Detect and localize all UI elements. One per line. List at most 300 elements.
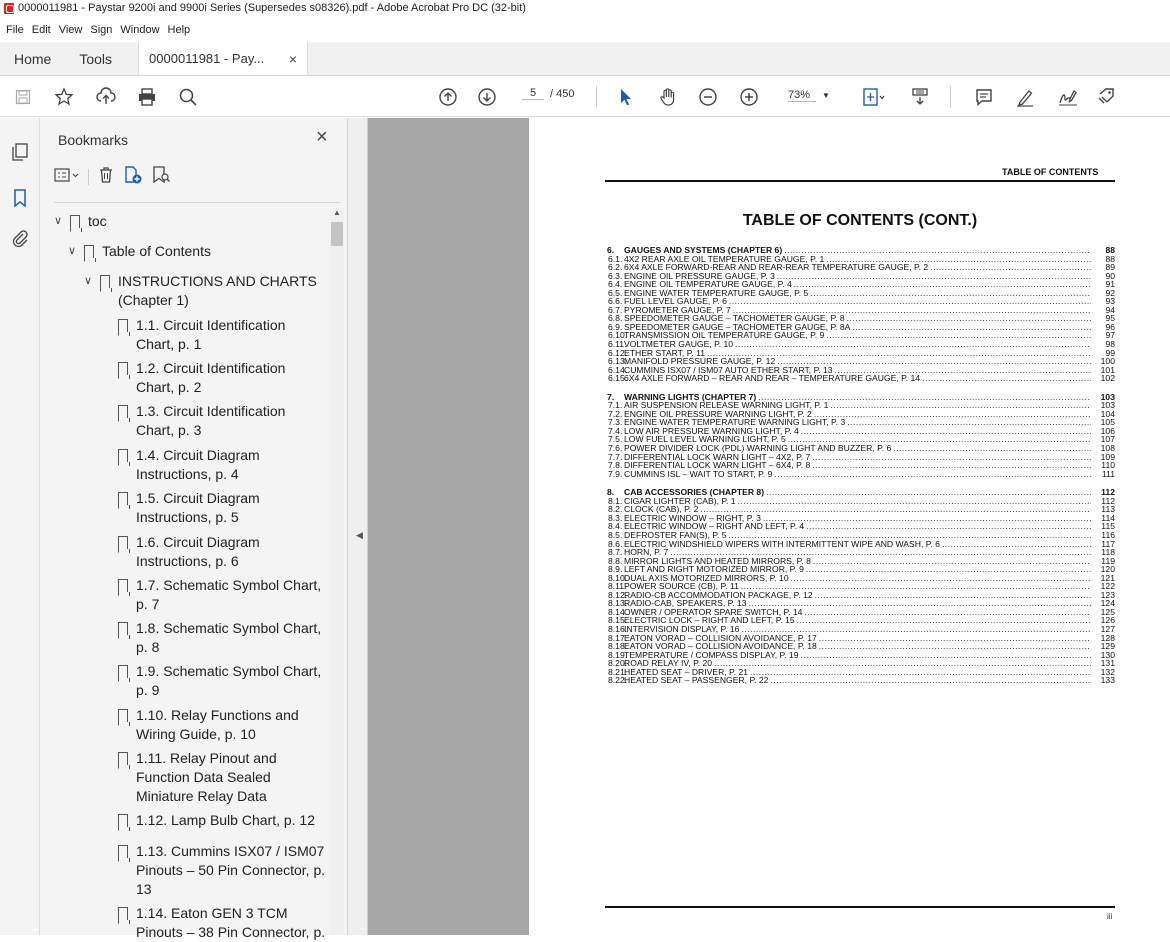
toc-leader-dots xyxy=(729,297,1091,306)
bookmark-label: 1.5. Circuit Diagram xyxy=(136,490,260,506)
toc-page-number: 101 xyxy=(1100,364,1115,375)
toc-title: LOW AIR PRESSURE WARNING LIGHT, P. 4 xyxy=(624,425,799,436)
bookmark-icon xyxy=(70,215,80,228)
toc-page-number: 133 xyxy=(1100,675,1115,686)
toc-title: SPEEDOMETER GAUGE – TACHOMETER GAUGE, P. 8 xyxy=(624,313,845,324)
toc-title: RADIO-CB ACCOMMODATION PACKAGE, P. 12 xyxy=(624,589,813,600)
toc-leader-dots xyxy=(812,453,1091,462)
menu-bar xyxy=(0,22,194,38)
zoom-in-icon[interactable] xyxy=(737,77,761,117)
toc-page-number: 117 xyxy=(1101,538,1115,549)
bookmarks-divider xyxy=(54,202,340,203)
toc-title: ROAD RELAY IV, P. 20 xyxy=(624,658,713,669)
bookmark-label: 1.2. Circuit Identification xyxy=(136,360,286,376)
bookmark-icon xyxy=(118,319,128,332)
toc-page-number: 130 xyxy=(1100,649,1115,660)
page-fit-icon[interactable] xyxy=(860,77,888,117)
toc-number: 7.5. xyxy=(608,434,623,445)
toc-leader-dots xyxy=(797,616,1091,625)
toc-title: ELECTRIC WINDSHIELD WIPERS WITH INTERMITTENT WIPE AND WASH, P. 6 xyxy=(624,538,940,549)
toc-leader-dots xyxy=(922,374,1091,383)
toc-page-number: 128 xyxy=(1100,632,1115,643)
toc-page-number: 92 xyxy=(1105,287,1115,298)
toc-title: WARNING LIGHTS (CHAPTER 7) xyxy=(624,391,757,402)
bookmark-item[interactable] xyxy=(116,533,260,571)
toc-leader-dots xyxy=(815,591,1091,600)
bookmark-label-line2: Pinouts – 38 Pin Connector, p. xyxy=(136,924,326,940)
toc-page-number: 109 xyxy=(1100,451,1115,462)
toc-leader-dots xyxy=(750,668,1091,677)
toc-number: 8.21. xyxy=(608,666,628,677)
toc-number: 8.8. xyxy=(608,555,623,566)
toc-leader-dots xyxy=(814,410,1091,419)
menu-window[interactable]: Window xyxy=(120,24,160,36)
bookmark-instructions-and-charts[interactable] xyxy=(84,272,317,310)
menu-sign[interactable]: Sign xyxy=(90,24,113,36)
toc-number: 8.4. xyxy=(608,521,623,532)
toc-title: RADIO-CAB, SPEAKERS, P. 13 xyxy=(624,598,747,609)
next-page-icon[interactable] xyxy=(475,77,499,117)
toc-leader-dots xyxy=(714,659,1091,668)
bookmark-label: 1.7. Schematic Symbol Chart, xyxy=(136,577,322,593)
bookmark-item[interactable] xyxy=(116,904,325,942)
bookmark-label: 1.3. Circuit Identification xyxy=(136,403,286,419)
bookmark-icon xyxy=(118,492,128,505)
toc-leader-dots xyxy=(810,289,1091,298)
bookmark-label: toc xyxy=(88,213,107,229)
toc-leader-dots xyxy=(819,642,1091,651)
toc-leader-dots xyxy=(801,427,1091,436)
bookmark-label-line2: p. 8 xyxy=(136,639,160,655)
toc-title: AIR SUSPENSION RELEASE WARNING LIGHT, P. 1 xyxy=(624,400,829,411)
chevron-down-icon[interactable]: ∨ xyxy=(54,215,63,227)
toc-number: 7. xyxy=(607,391,615,402)
toc-title: MIRROR LIGHTS AND HEATED MIRRORS, P. 8 xyxy=(624,555,811,566)
footer-rule xyxy=(605,906,1115,908)
tab-home[interactable]: Home xyxy=(14,51,52,67)
toc-page-number: 104 xyxy=(1100,408,1115,419)
toc-number: 8.14. xyxy=(608,606,628,617)
toc-leader-dots xyxy=(770,676,1091,685)
toc-leader-dots xyxy=(806,522,1091,531)
toc-title: HEATED SEAT – DRIVER, P. 21 xyxy=(624,666,749,677)
bookmark-label: Table of Contents xyxy=(102,243,211,259)
zoom-level-select[interactable] xyxy=(788,89,830,102)
bookmark-label-line3: 13 xyxy=(136,881,152,897)
menu-edit[interactable]: Edit xyxy=(31,24,51,36)
toc-number: 8.19. xyxy=(608,649,628,660)
toc-page-number: 90 xyxy=(1105,270,1115,281)
toc-page-number: 97 xyxy=(1105,330,1115,341)
tab-close-icon[interactable]: × xyxy=(288,50,298,67)
toc-number: 8.15. xyxy=(608,615,628,626)
toc-number: 6.7. xyxy=(608,304,623,315)
toc-title: POWER SOURCE (CB), P. 11 xyxy=(624,581,739,592)
toc-number: 7.1. xyxy=(608,400,623,411)
toc-page-number: 114 xyxy=(1101,512,1115,523)
toc-page-number: 105 xyxy=(1100,417,1115,428)
bookmark-icon xyxy=(100,275,110,288)
toc-title: HEATED SEAT – PASSENGER, P. 22 xyxy=(624,675,769,686)
toc-page-number: 125 xyxy=(1100,606,1115,617)
toc-page-number: 121 xyxy=(1100,572,1115,583)
bookmark-label-line2: p. 7 xyxy=(136,596,160,612)
toc-leader-dots xyxy=(777,272,1091,281)
toc-number: 6.5. xyxy=(608,287,623,298)
sign-icon[interactable] xyxy=(1055,77,1081,117)
cloud-upload-icon[interactable] xyxy=(94,77,118,117)
bookmark-item[interactable] xyxy=(116,706,299,744)
toc-title: DIFFERENTIAL LOCK WARN LIGHT – 4X2, P. 7 xyxy=(624,451,811,462)
bookmark-icon xyxy=(118,579,128,592)
toc-page-number: 119 xyxy=(1101,555,1115,566)
highlight-pen-icon[interactable] xyxy=(1013,77,1037,117)
toc-title: ENGINE WATER TEMPERATURE WARNING LIGHT, P. 3 xyxy=(624,417,846,428)
bookmark-icon xyxy=(118,752,128,765)
bookmark-label-line2: (Chapter 1) xyxy=(118,292,189,308)
toc-page-number: 110 xyxy=(1101,460,1115,471)
title-bar xyxy=(0,0,1170,16)
previous-page-icon[interactable] xyxy=(436,77,460,117)
toc-page-number: 89 xyxy=(1105,262,1115,273)
toc-number: 8.6. xyxy=(608,538,623,549)
bookmark-icon xyxy=(118,362,128,375)
panel-collapse-handle[interactable] xyxy=(348,118,368,935)
toc-number: 8.12. xyxy=(608,589,628,600)
save-icon[interactable] xyxy=(12,77,34,117)
toc-title: TEMPERATURE / COMPASS DISPLAY, P. 19 xyxy=(624,649,799,660)
toc-page-number: 131 xyxy=(1100,658,1115,669)
toc-title: POWER DIVIDER LOCK (PDL) WARNING LIGHT AND BUZZER, P. 6 xyxy=(624,443,892,454)
toc-title: PYROMETER GAUGE, P. 7 xyxy=(624,304,731,315)
bookmark-item[interactable] xyxy=(116,316,285,354)
new-bookmark-icon[interactable] xyxy=(123,165,143,190)
toc-number: 8.3. xyxy=(608,512,623,523)
toc-number: 8.20. xyxy=(608,658,628,669)
bookmark-item[interactable] xyxy=(116,402,285,440)
bookmark-icon xyxy=(118,449,128,462)
toc-leader-dots xyxy=(830,401,1091,410)
toc-leader-dots xyxy=(930,263,1091,272)
toc-title: ELECTRIC WINDOW – RIGHT AND LEFT, P. 4 xyxy=(624,521,805,532)
bookmark-icon xyxy=(84,245,94,258)
left-navigation-rail xyxy=(0,118,40,935)
bookmark-label-line2: Chart, p. 3 xyxy=(136,422,202,438)
collapse-arrow-icon[interactable]: ◀ xyxy=(356,530,363,540)
bookmark-item[interactable] xyxy=(116,576,321,614)
star-icon[interactable] xyxy=(52,77,76,117)
toc-number: 8.9. xyxy=(608,564,623,575)
comment-icon[interactable] xyxy=(972,77,996,117)
toc-number: 6.3. xyxy=(608,270,623,281)
toc-page-number: 127 xyxy=(1100,623,1115,634)
toc-page-number: 96 xyxy=(1105,321,1115,332)
toc-title: MANIFOLD PRESSURE GAUGE, P. 12 xyxy=(624,356,776,367)
toc-title: 4X2 REAR AXLE OIL TEMPERATURE GAUGE, P. 1 xyxy=(624,253,825,264)
bookmark-item[interactable] xyxy=(116,662,321,700)
toc-page-number: 106 xyxy=(1100,425,1115,436)
toc-number: 8.7. xyxy=(608,547,623,558)
toc-number: 8.18. xyxy=(608,641,628,652)
toc-title: 6X4 AXLE FORWARD-REAR AND REAR-REAR TEMPERATURE GAUGE, P. 2 xyxy=(624,262,929,273)
scrolling-mode-icon[interactable] xyxy=(908,77,932,117)
window-title: 0000011981 - Paystar 9200i and 9900i Series (Supersedes s08326).pdf - Adobe Acrobat Pro DC (32-bit) xyxy=(18,2,526,14)
toc-page-number: 112 xyxy=(1101,495,1115,506)
bookmark-label: 1.13. Cummins ISX07 / ISM07 xyxy=(136,843,325,859)
bookmarks-toolbar xyxy=(54,164,171,190)
toc-title: EATON VORAD – COLLISION AVOIDANCE, P. 17 xyxy=(624,632,817,643)
zoom-out-icon[interactable] xyxy=(696,77,720,117)
toc-number: 8.17. xyxy=(608,632,628,643)
toc-title: DIFFERENTIAL LOCK WARN LIGHT – 6X4, P. 8 xyxy=(624,460,811,471)
select-cursor-icon[interactable] xyxy=(616,77,636,117)
close-icon[interactable]: × xyxy=(316,126,328,148)
toc-number: 6. xyxy=(607,245,615,255)
toc-page-number: 91 xyxy=(1105,279,1115,290)
bookmarks-scrollbar[interactable] xyxy=(330,208,344,935)
toc-number: 6.11. xyxy=(608,339,627,350)
toc-page-number: 88 xyxy=(1105,245,1115,255)
share-tag-icon[interactable] xyxy=(1094,77,1120,117)
toc-leader-dots xyxy=(800,651,1091,660)
toc-title: ETHER START, P. 11 xyxy=(624,347,706,358)
toc-page-number: 115 xyxy=(1101,521,1115,532)
toc-number: 6.8. xyxy=(608,313,623,324)
toc-leader-dots xyxy=(804,608,1091,617)
bookmark-label-line3: Miniature Relay Data xyxy=(136,788,267,804)
bookmarks-toolbar-divider xyxy=(88,169,89,185)
toc-leader-dots xyxy=(893,444,1091,453)
toc-title: CIGAR LIGHTER (CAB), P. 1 xyxy=(624,495,736,506)
toc-leader-dots xyxy=(847,314,1091,323)
tab-document-label: 0000011981 - Pay... xyxy=(149,51,265,66)
page-total: / 450 xyxy=(550,87,575,100)
bookmark-label: 1.10. Relay Functions and xyxy=(136,707,299,723)
bookmark-icon xyxy=(118,845,128,858)
print-icon[interactable] xyxy=(135,77,159,117)
menu-help[interactable]: Help xyxy=(167,24,191,36)
toolbar-divider xyxy=(596,86,597,108)
toc-leader-dots xyxy=(813,557,1091,566)
bookmarks-icon[interactable] xyxy=(10,188,30,213)
toc-entry-row[interactable] xyxy=(605,676,1115,685)
toc-number: 8.11. xyxy=(608,581,627,592)
scrollbar-thumb[interactable] xyxy=(331,222,343,246)
toc-page-number: 111 xyxy=(1101,468,1115,479)
toc-title: INTERVISION DISPLAY, P. 16 xyxy=(624,623,740,634)
toc-page-number: 100 xyxy=(1100,356,1115,367)
scroll-up-arrow-icon[interactable]: ▲ xyxy=(333,208,341,217)
bookmark-label-line2: p. 9 xyxy=(136,682,160,698)
toc-number: 6.2. xyxy=(608,262,623,273)
bookmark-label: 1.11. Relay Pinout and xyxy=(136,750,277,766)
trash-icon[interactable] xyxy=(97,166,115,189)
toc-title: ENGINE OIL PRESSURE WARNING LIGHT, P. 2 xyxy=(624,408,812,419)
tab-bar xyxy=(0,42,1170,76)
toc-entry-row[interactable] xyxy=(605,470,1115,479)
bookmark-icon xyxy=(118,709,128,722)
toc-leader-dots xyxy=(774,470,1091,479)
page-thumbnails-icon[interactable] xyxy=(10,142,30,167)
toc-page-number: 102 xyxy=(1100,373,1115,384)
toc-number: 7.2. xyxy=(608,408,623,419)
hand-tool-icon[interactable] xyxy=(656,77,680,117)
options-menu-icon[interactable] xyxy=(54,167,80,188)
menu-file[interactable]: File xyxy=(6,24,24,36)
tab-document[interactable] xyxy=(138,42,308,75)
bookmark-label-line2: Instructions, p. 5 xyxy=(136,509,239,525)
toc-number: 8.10. xyxy=(608,572,628,583)
toc-leader-dots xyxy=(942,540,1091,549)
bookmark-icon xyxy=(118,536,128,549)
toc-page-number: 116 xyxy=(1101,529,1115,540)
toc-number: 8.16. xyxy=(608,623,628,634)
bookmark-item[interactable] xyxy=(116,489,260,527)
toc-page-number: 103 xyxy=(1100,400,1115,411)
bookmark-item[interactable] xyxy=(116,619,321,657)
bookmark-label-line2: Chart, p. 2 xyxy=(136,379,202,395)
toc-page-number: 113 xyxy=(1101,504,1115,515)
toc-leader-dots xyxy=(819,634,1091,643)
toc-title: CUMMINS ISX07 / ISM07 AUTO ETHER START, P. 13 xyxy=(624,364,833,375)
bookmark-label: 1.8. Schematic Symbol Chart, xyxy=(136,620,322,636)
bookmark-label-line2: Function Data Sealed xyxy=(136,769,271,785)
toc-number: 6.6. xyxy=(608,296,623,307)
toc-title: CUMMINS ISL – WAIT TO START, P. 9 xyxy=(624,468,773,479)
toc-number: 7.3. xyxy=(608,417,623,428)
toc-leader-dots xyxy=(791,574,1091,583)
toc-title: FUEL LEVEL GAUGE, P. 6 xyxy=(624,296,727,307)
running-header: TABLE OF CONTENTS xyxy=(1002,167,1099,177)
toc-list xyxy=(605,246,1115,685)
toc-title: ENGINE OIL TEMPERATURE GAUGE, P. 4 xyxy=(624,279,792,290)
bookmark-item[interactable] xyxy=(116,842,325,899)
toc-title: ENGINE WATER TEMPERATURE GAUGE, P. 5 xyxy=(624,287,809,298)
toc-entry-row[interactable] xyxy=(605,540,1115,549)
toc-leader-dots xyxy=(794,280,1091,289)
header-rule xyxy=(605,180,1115,182)
toc-heading: TABLE OF CONTENTS (CONT.) xyxy=(742,212,978,229)
toc-title: LEFT AND RIGHT MOTORIZED MIRROR, P. 9 xyxy=(624,564,804,575)
toc-leader-dots xyxy=(738,497,1091,506)
toc-page-number: 120 xyxy=(1100,564,1115,575)
footer-page-number: iii xyxy=(1107,912,1113,921)
bookmark-label: 1.6. Circuit Diagram xyxy=(136,534,260,550)
toc-page-number: 126 xyxy=(1100,615,1115,626)
toc-page-number: 88 xyxy=(1105,253,1115,264)
toc-page-number: 108 xyxy=(1100,443,1115,454)
bookmarks-panel-title: Bookmarks xyxy=(58,132,129,148)
toc-page-number: 98 xyxy=(1105,339,1115,350)
toc-number: 8.5. xyxy=(608,529,623,540)
toc-leader-dots xyxy=(847,418,1091,427)
bookmark-icon xyxy=(118,907,128,920)
bookmark-label-line2: Chart, p. 1 xyxy=(136,336,202,352)
toc-title: EATON VORAD – COLLISION AVOIDANCE, P. 18 xyxy=(624,641,817,652)
toc-title: ELECTRIC WINDOW – RIGHT, P. 3 xyxy=(624,512,761,523)
acrobat-icon xyxy=(4,3,14,14)
toc-title: GAUGES AND SYSTEMS (CHAPTER 6) xyxy=(624,245,783,255)
attachments-icon[interactable] xyxy=(10,228,30,253)
toc-title: CLOCK (CAB), P. 2 xyxy=(624,504,699,515)
bookmark-item[interactable] xyxy=(116,359,285,397)
bookmark-icon xyxy=(118,814,128,827)
toc-page-number: 95 xyxy=(1105,313,1115,324)
bookmark-label: 1.1. Circuit Identification xyxy=(136,317,286,333)
toc-page-number: 103 xyxy=(1100,391,1115,402)
bookmark-item[interactable] xyxy=(116,749,277,806)
bookmark-search-icon[interactable] xyxy=(151,165,171,190)
toc-title: 6X4 AXLE FORWARD – REAR AND REAR – TEMPERATURE GAUGE, P. 14 xyxy=(624,373,921,384)
toc-title: HORN, P. 7 xyxy=(624,547,669,558)
page-number-box xyxy=(522,87,574,100)
menu-view[interactable]: View xyxy=(58,24,83,36)
bookmark-icon xyxy=(118,622,128,635)
toc-number: 7.7. xyxy=(608,451,623,462)
bookmark-item[interactable] xyxy=(116,811,315,830)
bookmark-label-line2: Instructions, p. 6 xyxy=(136,553,239,569)
toc-number: 6.9. xyxy=(608,321,623,332)
bookmark-table-of-contents[interactable] xyxy=(68,242,211,261)
bookmark-icon xyxy=(118,665,128,678)
chevron-down-icon[interactable]: ∨ xyxy=(84,275,93,287)
toc-number: 6.10. xyxy=(608,330,628,341)
bookmark-label: 1.4. Circuit Diagram xyxy=(136,447,260,463)
toc-leader-dots xyxy=(735,340,1091,349)
bookmark-item[interactable] xyxy=(116,446,260,484)
toc-page-number: 132 xyxy=(1100,666,1115,677)
toolbar-divider-2 xyxy=(950,86,951,108)
toc-number: 6.15. xyxy=(608,373,628,384)
bookmark-label-line2: Wiring Guide, p. 10 xyxy=(136,726,256,742)
toc-page-number: 122 xyxy=(1100,581,1115,592)
toc-page-number: 99 xyxy=(1105,347,1115,358)
toc-page-number: 123 xyxy=(1100,589,1115,600)
toc-title: LOW FUEL LEVEL WARNING LIGHT, P. 5 xyxy=(624,434,786,445)
toc-number: 6.12. xyxy=(608,347,628,358)
tab-tools[interactable]: Tools xyxy=(79,51,113,67)
bookmark-label: INSTRUCTIONS AND CHARTS xyxy=(118,273,317,289)
toc-page-number: 124 xyxy=(1100,598,1115,609)
toc-title: ENGINE OIL PRESSURE GAUGE, P. 3 xyxy=(624,270,775,281)
bookmark-label-line2: Pinouts – 50 Pin Connector, p. xyxy=(136,862,326,878)
bookmark-label: 1.12. Lamp Bulb Chart, p. 12 xyxy=(136,812,315,828)
toc-number: 8.1. xyxy=(608,495,623,506)
toc-leader-dots xyxy=(806,565,1091,574)
toc-entry-row[interactable] xyxy=(605,374,1115,383)
toc-title: SPEEDOMETER GAUGE – TACHOMETER GAUGE, P. 8A xyxy=(624,321,851,332)
toc-leader-dots xyxy=(766,488,1091,497)
zoom-search-icon[interactable] xyxy=(176,77,200,117)
toc-title: CAB ACCESSORIES (CHAPTER 8) xyxy=(624,487,765,498)
main-toolbar xyxy=(0,77,1170,117)
toc-number: 8.22. xyxy=(608,675,628,686)
toc-page-number: 118 xyxy=(1101,547,1115,558)
toc-number: 6.14. xyxy=(608,364,628,375)
toc-title: DEFROSTER FAN(S), P. 5 xyxy=(624,529,727,540)
chevron-down-icon: ▼ xyxy=(822,91,830,100)
bookmark-toc[interactable] xyxy=(54,212,107,231)
toc-leader-dots xyxy=(852,323,1091,332)
page-number-input[interactable]: 5 xyxy=(522,87,544,100)
toc-number: 7.9. xyxy=(608,468,623,479)
toc-leader-dots xyxy=(763,514,1091,523)
chevron-down-icon[interactable]: ∨ xyxy=(68,245,77,257)
toc-page-number: 129 xyxy=(1100,641,1115,652)
toc-leader-dots xyxy=(826,331,1091,340)
toc-number: 8.13. xyxy=(608,598,628,609)
toc-leader-dots xyxy=(784,246,1091,255)
